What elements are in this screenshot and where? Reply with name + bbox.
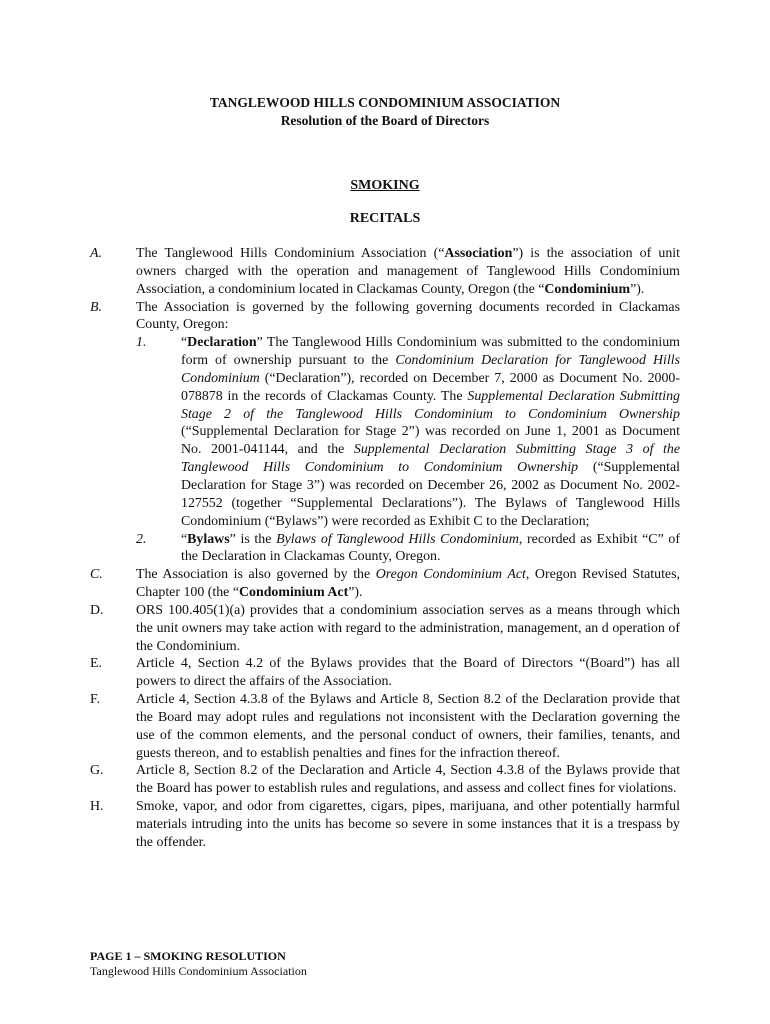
- recital-text: ORS 100.405(1)(a) provides that a condominium association serves as a means through which the unit owners may take action with regard to the administration, management, an d operation of the Condominium.: [136, 602, 680, 654]
- footer-page-label: PAGE 1 – SMOKING RESOLUTION: [90, 949, 286, 963]
- resolution-subtitle: Resolution of the Board of Directors: [280, 113, 490, 128]
- recitals-heading: RECITALS: [349, 211, 421, 226]
- recital-e: [90, 655, 680, 691]
- footer-association-name: Tanglewood Hills Condominium Association: [90, 964, 307, 978]
- recital-a: [90, 245, 680, 299]
- recital-label: D.: [90, 602, 104, 618]
- recital-label: A.: [90, 246, 102, 261]
- sub-item-bylaws: [136, 531, 680, 567]
- recital-text: Article 4, Section 4.3.8 of the Bylaws and Article 8, Section 8.2 of the Declaration provide that the Board may adopt rules and regulations not inconsistent with the Declaration governing the use of the common elements, and the personal conduct of owners, their families, tenants, and guests thereon, and to establish penalties and fines for the infraction thereof.: [136, 692, 680, 761]
- sub-item-text: “Bylaws” is the Bylaws of Tanglewood Hills Condominium, recorded as Exhibit “C” of the Declaration in Clackamas County, Oregon.: [181, 531, 680, 565]
- recital-text: The Tanglewood Hills Condominium Association (“Association”) is the association of unit owners charged with the operation and management of Tanglewood Hills Condominium Association, a condominium located in Clackamas County, Oregon (the “Condominium”).: [136, 246, 680, 297]
- recitals-body: [90, 245, 680, 852]
- recital-text: Article 4, Section 4.2 of the Bylaws provides that the Board of Directors “(Board”) has all powers to direct the affairs of the Association.: [136, 656, 680, 690]
- recital-label: H.: [90, 799, 104, 815]
- recital-label: E.: [90, 656, 102, 672]
- document-header: [0, 94, 770, 130]
- sub-item-label: 2.: [136, 531, 147, 547]
- recital-h: [90, 798, 680, 852]
- recital-text: Article 8, Section 8.2 of the Declaration and Article 4, Section 4.3.8 of the Bylaws provide that the Board has power to establish rules and regulations, and assess and collect fines for violations.: [136, 763, 680, 797]
- association-title: TANGLEWOOD HILLS CONDOMINIUM ASSOCIATION: [209, 95, 561, 110]
- recital-f: [90, 691, 680, 762]
- sub-item-text: “Declaration” The Tanglewood Hills Condominium was submitted to the condominium form of ownership pursuant to the Condominium Declaration for Tanglewood Hills Condominium (“Declaration”), recorded on December 7, 2000 as Document No. 2000-078878 in the records of Clackamas County. The Supplemental Declaration Submitting Stage 2 of the Tanglewood Hills Condominium to Condominium Ownership (“Supplemental Declaration for Stage 2”) was recorded on June 1, 2001 as Document No. 2001-041144, and the Supplemental Declaration Submitting Stage 3 of the Tanglewood Hills Condominium to Condominium Ownership (“Supplemental Declaration for Stage 3”) was recorded on December 26, 2002 as Document No. 2002-127552 (together “Supplemental Declarations”). The Bylaws of Tanglewood Hills Condominium (“Bylaws”) were recorded as Exhibit C to the Declaration;: [181, 335, 681, 529]
- recital-label: B.: [90, 299, 102, 315]
- sub-item-label: 1.: [136, 335, 147, 351]
- recital-text: The Association is also governed by the Oregon Condominium Act, Oregon Revised Statutes, Chapter 100 (the “Condominium Act”).: [136, 567, 680, 601]
- recital-text: The Association is governed by the following governing documents recorded in Clackamas County, Oregon: 1. “Declaration” The Tanglewood Hills Condominium was submitted to the condominium form of ownership pursuant to the Condominium Declaration for Tanglewood Hills Condominium (“Declaration”), recorded on December 7, 2000 as Document No. 2000-078878 in the records of Clackamas County. The Supplemental Declaration Submitting Stage 2 of the Tanglewood Hills Condominium to Condominium Ownership (“Supplemental Declaration for Stage 2”) was recorded on June 1, 2001 as Document No. 2001-041144, and the Supplemental Declaration Submitting Stage 3 of the Tanglewood Hills Condominium to Condominium Ownership (“Supplemental Declaration for Stage 3”) was recorded on December 26, 2002 as Document No. 2002-127552 (together “Supplemental Declarations”). The Bylaws of Tanglewood Hills Condominium (“Bylaws”) were recorded as Exhibit C to the Declaration; 2. “Bylaws” is the Bylaws of Tanglewood Hills Condominium, recorded as Exhibit “C” of the Declaration in Clackamas County, Oregon.: [136, 299, 681, 565]
- recital-label: C.: [90, 567, 103, 583]
- sub-item-declaration: [136, 334, 680, 530]
- recital-g: [90, 762, 680, 798]
- recital-d: [90, 602, 680, 656]
- page-footer: [90, 949, 307, 979]
- recital-label: G.: [90, 763, 104, 779]
- recital-c: [90, 566, 680, 602]
- recital-text: Smoke, vapor, and odor from cigarettes, cigars, pipes, marijuana, and other potentially harmful materials intruding into the units has become so severe in some instances that it is a trespass by the offender.: [136, 799, 680, 850]
- recital-label: F.: [90, 692, 101, 708]
- subject-heading: SMOKING: [350, 178, 420, 193]
- recital-b: [90, 299, 680, 567]
